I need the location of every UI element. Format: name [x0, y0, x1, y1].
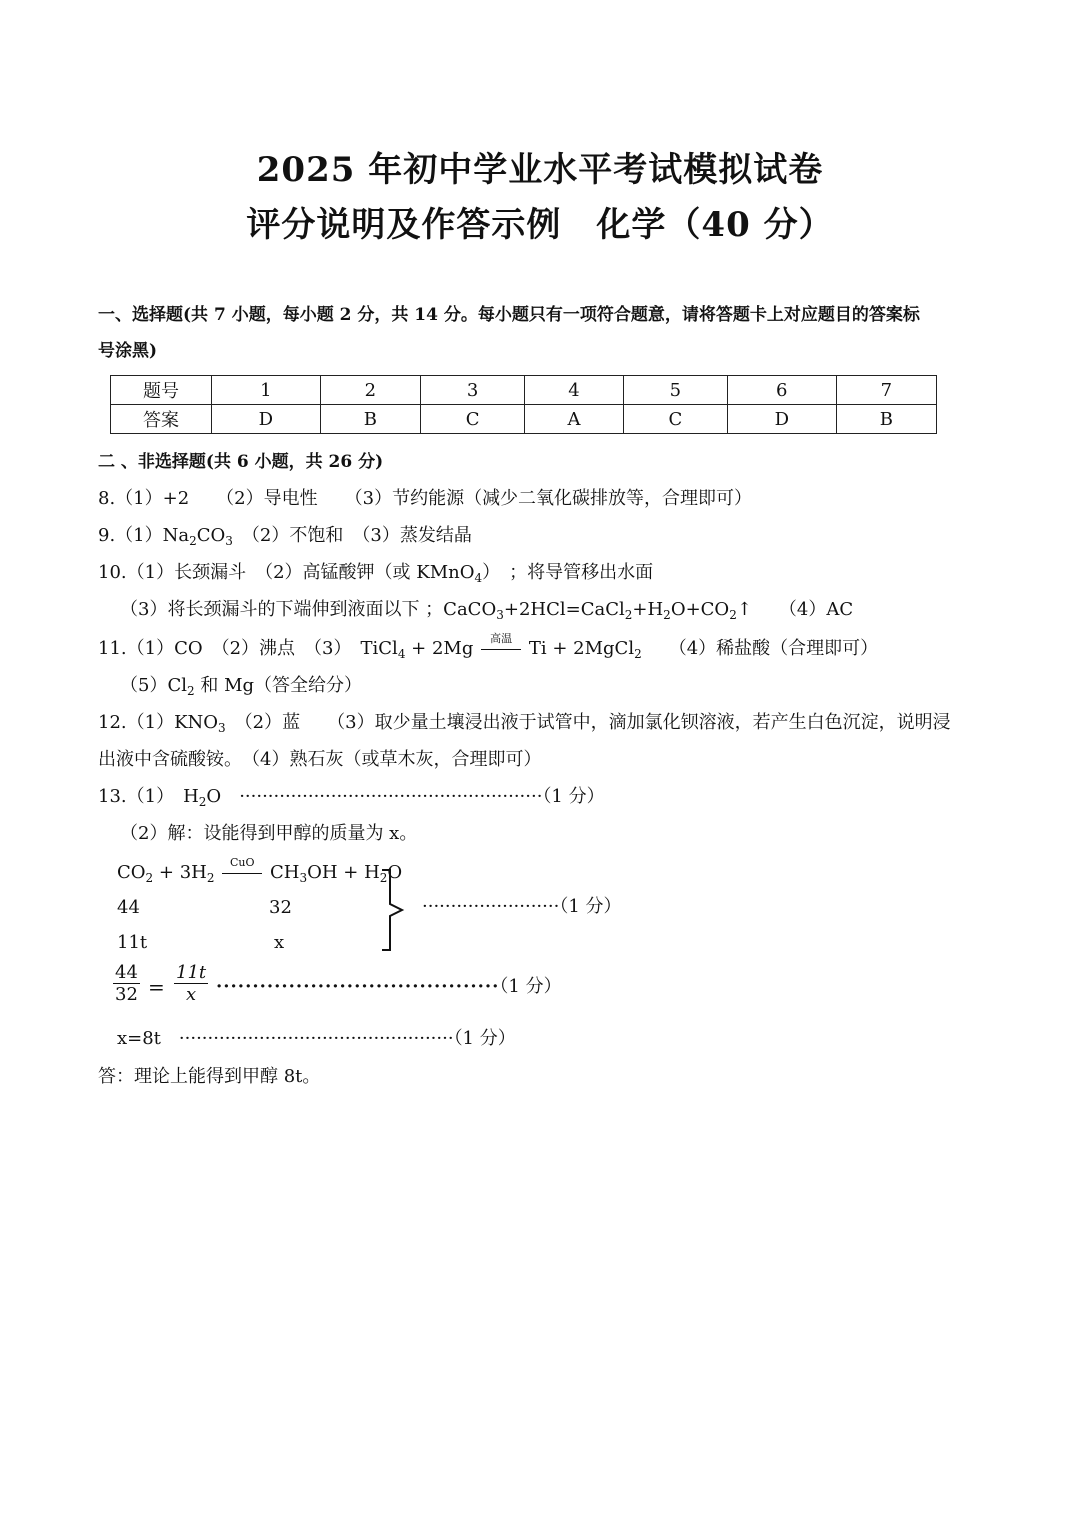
answer-q8: 8.（1）+2 （2）导电性 （3）节约能源（减少二氧化碳排放等，合理即可）	[98, 488, 753, 509]
answer-q12-part1: $12.(1)KNO_3$ （2）蓝 （3）取少量土壤浸出液于试管中，滴加氯化钡溶液，若产生白色沉淀，说明浸	[98, 712, 951, 735]
table-cell: 3	[421, 376, 525, 405]
table-row	[111, 376, 937, 405]
right-brace	[378, 868, 408, 952]
table-cell: B	[836, 405, 936, 434]
section1-heading-cont: 号涂黑)	[98, 341, 158, 361]
chemical-equation: $CO_2 + 3H_2$ CuO $CH_3OH + H_2O$	[117, 856, 403, 885]
page-title: 2025 年初中学业水平考试模拟试卷	[256, 150, 824, 190]
answer-q11-part1: 11.（1）CO （2）沸点 （3） TiCl$_4$ + 2Mg 高温 Ti + 2MgCl$_2$ （4）稀盐酸（合理即可）	[98, 632, 879, 661]
table-cell: 2	[320, 376, 420, 405]
answer-q12-part2: 出液中含硫酸铵。 （4）熟石灰（或草木灰，合理即可）	[98, 749, 542, 770]
mass-co2: 44	[117, 897, 140, 918]
reaction-arrow: 高温	[479, 640, 523, 658]
answer-q9: $9.(1)Na_2CO_3$ （2）不饱和 （3）蒸发结晶	[98, 525, 472, 548]
unknown-mass: x	[274, 932, 285, 953]
score-bracket: ························（1 分）	[422, 896, 622, 917]
final-answer: 答：理论上能得到甲醇 8t。	[98, 1066, 321, 1087]
table-cell: 7	[836, 376, 936, 405]
table-cell: 4	[525, 376, 624, 405]
table-cell: B	[320, 405, 420, 434]
table-cell: D	[727, 405, 836, 434]
answer-q13-part2: （2）解：设能得到甲醇的质量为 x。	[120, 823, 418, 844]
table-cell: C	[421, 405, 525, 434]
answer-q13-part1: 13.（1） $H_2O$ ·····················································（1 分）	[98, 786, 605, 809]
given-mass: 11t	[117, 932, 148, 953]
page-subtitle: 评分说明及作答示例 化学（40 分）	[246, 205, 834, 245]
table-cell: D	[212, 405, 321, 434]
answer-q11-part2: $(5)Cl_2$ 和 Mg（答全给分）	[120, 675, 363, 698]
answer-q10-part2: （3）将长颈漏斗的下端伸到液面以下 ；$CaCO_3+2HCl=CaCl_2+H_2O+CO_2↑$ （4）AC	[120, 599, 854, 622]
fraction-left: $\frac{44}{32}$	[115, 962, 138, 1005]
equals-sign: =	[148, 975, 165, 999]
score-fraction: ·······································（1 分）	[216, 976, 562, 997]
table-cell: 6	[727, 376, 836, 405]
table-row	[111, 405, 937, 434]
section1-heading: 一、选择题(共 7 小题，每小题 2 分，共 14 分。每小题只有一项符合题意，请将答题卡上对应题目的答案标	[98, 305, 920, 325]
table-cell: 答案	[111, 405, 212, 434]
reaction-arrow: CuO	[220, 864, 264, 882]
fraction-right: $\frac{11t}{x}$	[176, 962, 207, 1005]
table-cell: 1	[212, 376, 321, 405]
mass-ch3oh: 32	[269, 897, 292, 918]
table-cell: 5	[623, 376, 727, 405]
result-line: x=8t ················································（1 分）	[117, 1028, 516, 1049]
answer-q10-part1: 10.（1）长颈漏斗 （2）高锰酸钾（或 KMnO$_4$） ；将导管移出水面	[98, 562, 654, 585]
table-cell: 题号	[111, 376, 212, 405]
table-cell: C	[623, 405, 727, 434]
table-cell: A	[525, 405, 624, 434]
answer-table	[110, 375, 937, 434]
section2-heading: 二 、非选择题(共 6 小题，共 26 分)	[98, 452, 384, 472]
